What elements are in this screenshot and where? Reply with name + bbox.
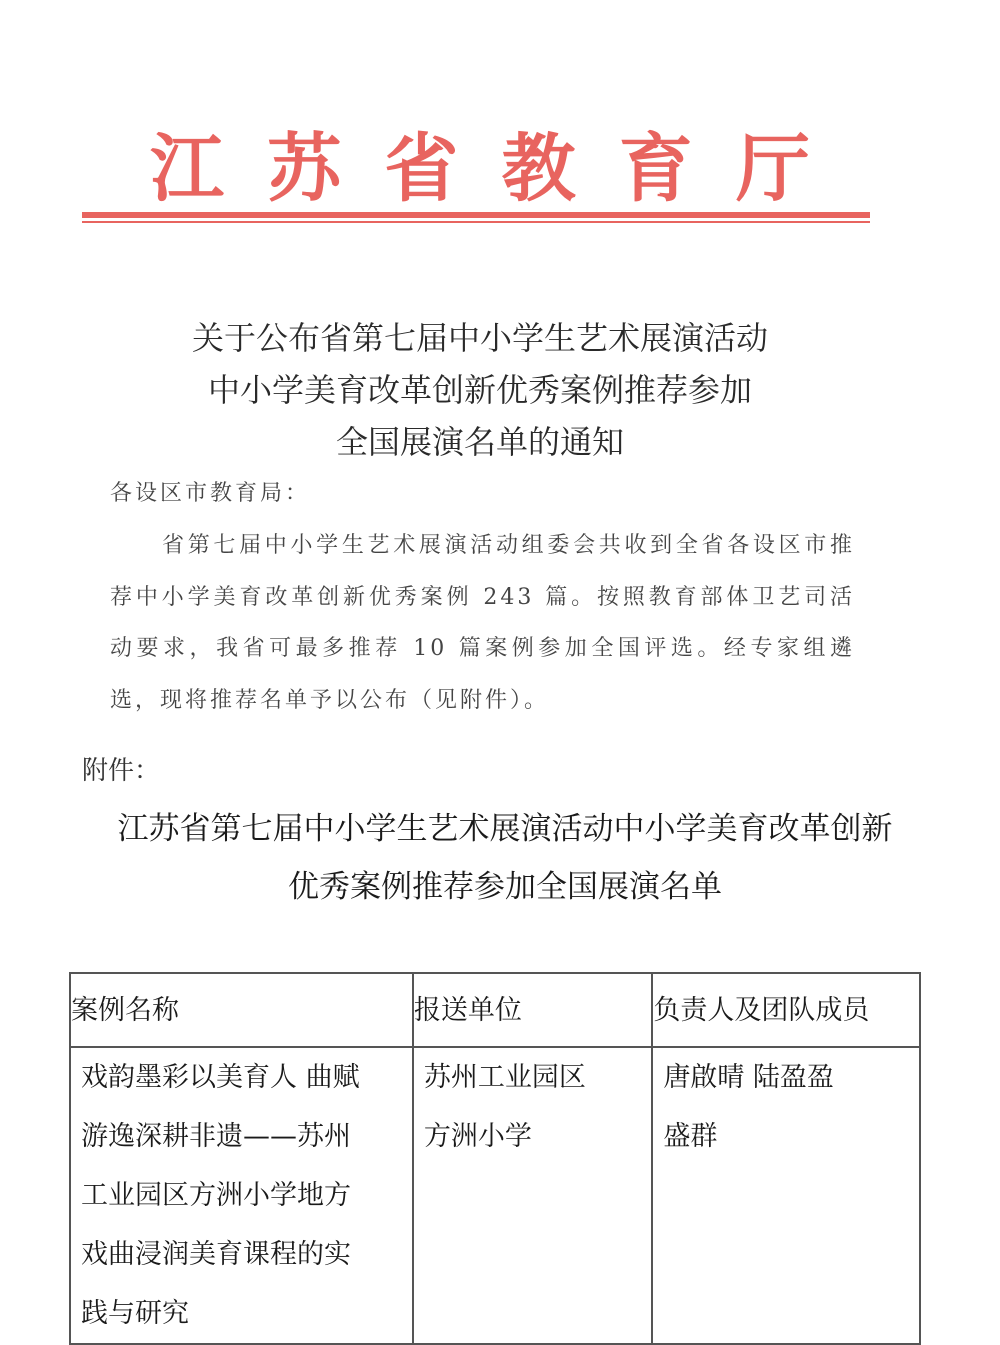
header-unit: 报送单位: [413, 973, 652, 1047]
recommendation-table: [69, 972, 921, 1345]
salutation: 各设区市教育局：: [110, 481, 311, 506]
letterhead-char: 育: [618, 126, 693, 212]
attachment-title-line: 江苏省第七届中小学生艺术展演活动中小学美育改革创新: [117, 811, 893, 847]
members-line: 盛群: [663, 1121, 718, 1152]
members-line: 唐啟晴 陆盈盈: [663, 1062, 834, 1093]
notice-title-line: 关于公布省第七届中小学生艺术展演活动: [191, 319, 768, 357]
case-name-line: 游逸深耕非遗——苏州: [81, 1121, 351, 1152]
notice-title-line: 中小学美育改革创新优秀案例推荐参加: [207, 371, 752, 409]
attachment-label: 附件：: [82, 756, 161, 786]
table-row: [70, 1047, 920, 1344]
letterhead-rule-thin: [82, 221, 870, 223]
letterhead-char: 江: [150, 126, 224, 212]
attachment-title-line: 优秀案例推荐参加全国展演名单: [288, 869, 722, 905]
case-name-line: 践与研究: [81, 1298, 189, 1329]
notice-title-line: 全国展演名单的通知: [335, 423, 624, 461]
case-name-line: 戏韵墨彩以美育人 曲赋: [81, 1062, 360, 1093]
cell-case-name: [70, 1047, 413, 1344]
letterhead-title: [150, 118, 810, 212]
unit-line: 苏州工业园区: [423, 1062, 586, 1093]
letterhead-rule-thick: [82, 212, 870, 218]
body-paragraph: 省第七届中小学生艺术展演活动组委会共收到全省各设区市推荐中小学美育改革创新优秀案例 243 篇。按照教育部体卫艺司活动要求，我省可最多推荐 10 篇案例参加全国评选。经专家组遴选，现将推荐名单予以公布（见附件）。: [110, 533, 855, 713]
notice-title: [0, 312, 960, 468]
table-header-row: [70, 973, 920, 1047]
letterhead-char: 厅: [735, 126, 810, 212]
case-name-line: 工业园区方洲小学地方: [81, 1180, 351, 1211]
unit-line: 方洲小学: [423, 1121, 532, 1152]
header-members: 负责人及团队成员: [652, 973, 920, 1047]
letterhead-char: 教: [501, 126, 576, 212]
letterhead-char: 省: [384, 126, 459, 212]
header-case-name: 案例名称: [70, 973, 413, 1047]
attachment-title: [60, 800, 950, 916]
cell-unit: [413, 1047, 652, 1344]
letterhead-char: 苏: [267, 126, 342, 212]
cell-members: [652, 1047, 920, 1344]
case-name-line: 戏曲浸润美育课程的实: [81, 1239, 351, 1270]
